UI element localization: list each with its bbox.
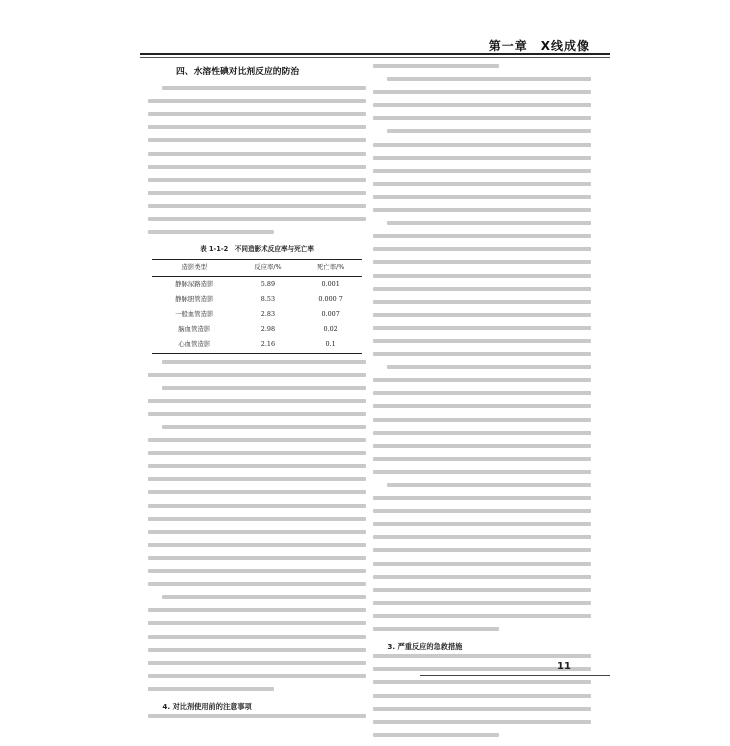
subheading: 3. 严重反应的急救措施 bbox=[387, 642, 463, 652]
text-placeholder bbox=[373, 64, 591, 631]
table-cell: 0.000 7 bbox=[318, 294, 343, 303]
table-cell: 脑血管造影 bbox=[178, 325, 211, 334]
text-placeholder bbox=[148, 714, 366, 718]
table-cell: 2.16 bbox=[237, 337, 300, 353]
table-caption: 表 1-1-2 不同造影术反应率与死亡率 bbox=[200, 245, 314, 254]
table-column-header: 死亡率/% bbox=[299, 260, 362, 276]
table-cell: 5.89 bbox=[260, 279, 276, 288]
table-cell: 0.1 bbox=[299, 337, 362, 353]
table-column-header: 反应率/% bbox=[237, 260, 300, 276]
table-cell: 0.001 bbox=[321, 279, 340, 288]
paragraph-subheading-4 bbox=[148, 700, 366, 713]
header-rule-thin bbox=[140, 57, 610, 58]
table-header-row bbox=[152, 260, 362, 276]
paragraph-subheading-3 bbox=[373, 640, 591, 653]
table-row bbox=[152, 307, 362, 322]
table-column-header: 造影类型 bbox=[152, 260, 237, 276]
footer-rule bbox=[420, 675, 610, 676]
right-column bbox=[373, 64, 591, 746]
page-number: 11 bbox=[557, 661, 571, 672]
data-table bbox=[152, 259, 362, 353]
subheading: 4. 对比剂使用前的注意事项 bbox=[162, 701, 252, 711]
table-cell: 2.98 bbox=[260, 325, 276, 334]
table-cell: 静脉胆管造影 bbox=[175, 294, 214, 303]
table-cell: 心血管造影 bbox=[152, 337, 237, 353]
table-row bbox=[152, 292, 362, 307]
text-placeholder bbox=[148, 86, 366, 234]
table-cell: 一般血管造影 bbox=[175, 309, 214, 318]
table-row bbox=[152, 322, 362, 337]
header-rule bbox=[140, 53, 610, 55]
table-row bbox=[152, 276, 362, 292]
left-column bbox=[148, 64, 366, 727]
text-placeholder bbox=[148, 360, 366, 691]
table-cell: 静脉尿路造影 bbox=[175, 279, 214, 288]
running-header: 第一章 X线成像 bbox=[488, 39, 590, 53]
table-cell: 2.83 bbox=[260, 309, 276, 318]
table-cell: 8.53 bbox=[260, 294, 276, 303]
section-heading: 四、水溶性碘对比剂反应的防治 bbox=[176, 67, 300, 77]
table-cell: 0.02 bbox=[323, 325, 338, 334]
table-row bbox=[152, 337, 362, 353]
table-cell: 0.007 bbox=[321, 309, 340, 318]
